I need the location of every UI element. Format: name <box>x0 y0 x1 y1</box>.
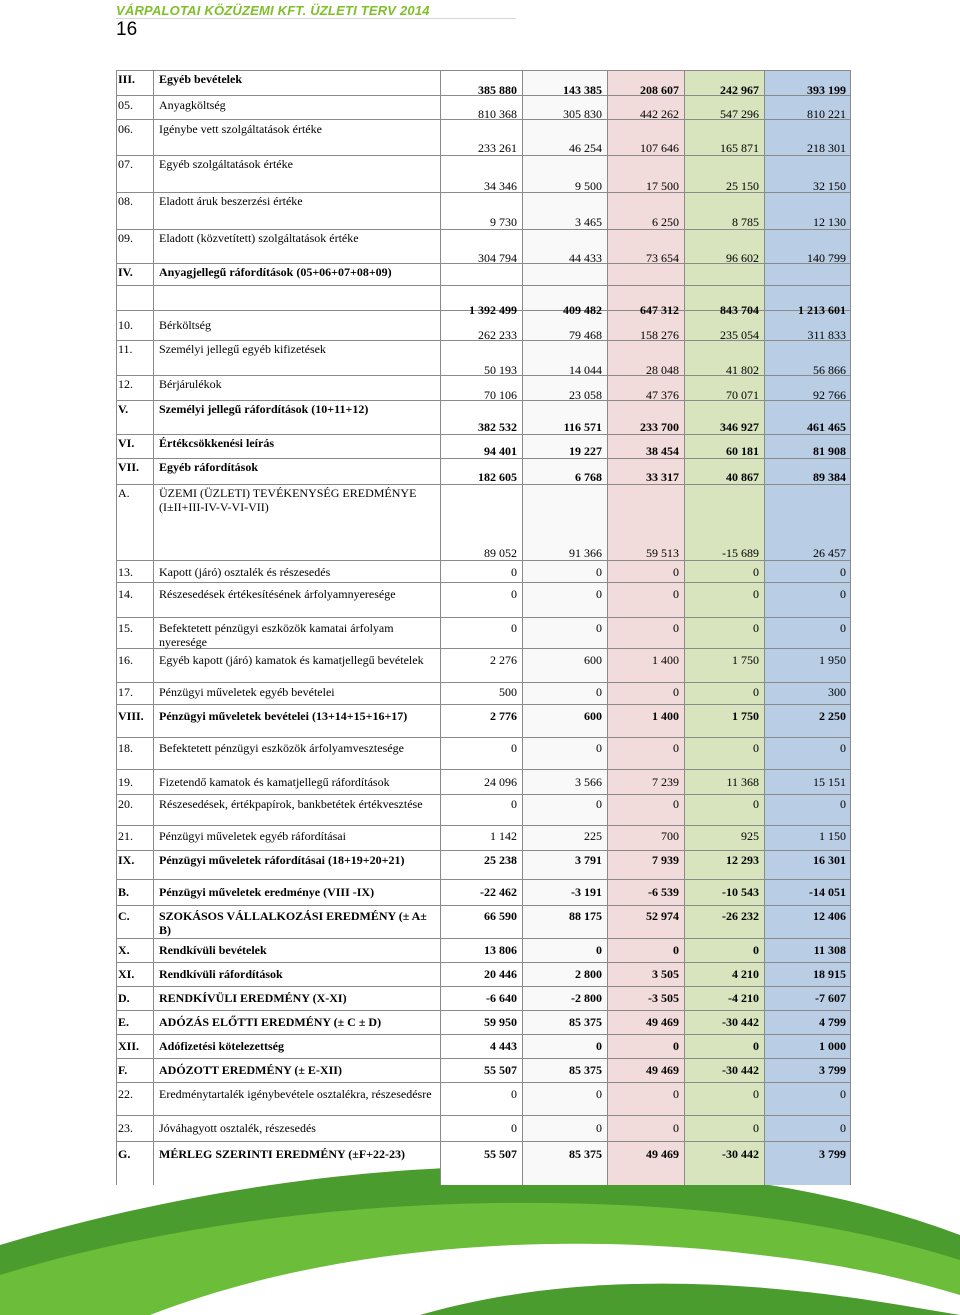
row-code: III. <box>118 72 136 86</box>
row-label: Pénzügyi műveletek bevételei (13+14+15+16+17) <box>159 709 408 723</box>
row-label: Jóváhagyott osztalék, részesedés <box>159 1121 316 1135</box>
row-code: 18. <box>118 741 133 755</box>
value-cell: 2 250 <box>819 709 846 723</box>
value-cell: 0 <box>596 587 602 601</box>
row-code: VII. <box>118 460 140 474</box>
row-code: 09. <box>118 231 133 245</box>
value-cell: 393 199 <box>807 83 846 97</box>
value-cell: 0 <box>673 943 679 957</box>
value-cell: 0 <box>753 741 759 755</box>
row-divider <box>116 1141 850 1142</box>
value-cell: 547 296 <box>720 107 759 121</box>
value-cell: 0 <box>753 1121 759 1135</box>
value-cell: 23 058 <box>569 388 602 402</box>
row-label: Egyéb szolgáltatások értéke <box>159 157 293 171</box>
value-cell: 0 <box>840 1121 846 1135</box>
row-code: 16. <box>118 653 133 667</box>
value-cell: 300 <box>828 685 846 699</box>
row-code: VIII. <box>118 709 144 723</box>
value-cell: 33 317 <box>646 470 679 484</box>
row-divider <box>116 704 850 705</box>
value-cell: 0 <box>840 587 846 601</box>
value-cell: 0 <box>511 797 517 811</box>
value-cell: 7 239 <box>652 775 679 789</box>
row-code: 07. <box>118 157 133 171</box>
value-cell: 59 950 <box>484 1015 517 1029</box>
value-cell: 1 213 601 <box>798 303 846 317</box>
value-cell: 0 <box>840 1087 846 1101</box>
table-divider <box>440 70 441 1185</box>
value-cell: 40 867 <box>726 470 759 484</box>
value-cell: 0 <box>596 741 602 755</box>
value-cell: 225 <box>584 829 602 843</box>
value-cell: 0 <box>511 1087 517 1101</box>
value-cell: 92 766 <box>813 388 846 402</box>
row-label: Adófizetési kötelezettség <box>159 1039 284 1053</box>
row-label: Eladott áruk beszerzési értéke <box>159 194 303 208</box>
value-cell: 1 400 <box>652 653 679 667</box>
row-label: Bérjárulékok <box>159 377 222 391</box>
value-cell: -10 543 <box>722 885 759 899</box>
row-label: SZOKÁSOS VÁLLALKOZÁSI EREDMÉNY (± A± B) <box>159 909 427 937</box>
value-cell: 3 566 <box>575 775 602 789</box>
row-divider <box>116 794 850 795</box>
row-code: 20. <box>118 797 133 811</box>
value-cell: 442 262 <box>640 107 679 121</box>
value-cell: 143 385 <box>563 83 602 97</box>
value-cell: 0 <box>511 565 517 579</box>
document-header-title: VÁRPALOTAI KÖZÜZEMI KFT. ÜZLETI TERV 2014 <box>116 3 430 18</box>
value-cell: -30 442 <box>722 1063 759 1077</box>
value-cell: 70 106 <box>484 388 517 402</box>
row-code: V. <box>118 402 129 416</box>
value-cell: 0 <box>596 565 602 579</box>
value-cell: 49 469 <box>646 1015 679 1029</box>
row-label: Kapott (járó) osztalék és részesedés <box>159 565 331 579</box>
value-cell: 116 571 <box>563 420 602 434</box>
value-cell: 0 <box>511 587 517 601</box>
row-label: Igénybe vett szolgáltatások értéke <box>159 122 322 136</box>
row-divider <box>116 879 850 880</box>
row-code: 23. <box>118 1121 133 1135</box>
value-cell: 3 791 <box>575 853 602 867</box>
value-cell: 810 221 <box>807 107 846 121</box>
value-cell: 0 <box>596 621 602 635</box>
row-divider <box>116 905 850 906</box>
table-divider <box>522 70 523 1185</box>
row-divider <box>116 155 850 156</box>
value-cell: 158 276 <box>640 328 679 342</box>
value-cell: 107 646 <box>640 141 679 155</box>
value-cell: 19 227 <box>569 444 602 458</box>
value-cell: 89 384 <box>813 470 846 484</box>
value-cell: 32 150 <box>813 179 846 193</box>
value-cell: 13 806 <box>484 943 517 957</box>
value-cell: 85 375 <box>569 1015 602 1029</box>
value-cell: 0 <box>673 621 679 635</box>
value-cell: 0 <box>753 565 759 579</box>
value-cell: 647 312 <box>640 303 679 317</box>
value-cell: 165 871 <box>720 141 759 155</box>
value-cell: 44 433 <box>569 251 602 265</box>
row-label: Személyi jellegű egyéb kifizetések <box>159 342 326 356</box>
value-cell: 8 785 <box>732 215 759 229</box>
row-code: 21. <box>118 829 133 843</box>
value-cell: 9 730 <box>490 215 517 229</box>
value-cell: 1 950 <box>819 653 846 667</box>
row-code: 12. <box>118 377 133 391</box>
value-cell: 47 376 <box>646 388 679 402</box>
row-code: F. <box>118 1063 128 1077</box>
table-divider <box>153 70 154 1185</box>
row-divider <box>116 769 850 770</box>
value-cell: 0 <box>673 685 679 699</box>
row-code: 17. <box>118 685 133 699</box>
value-cell: 3 799 <box>819 1063 846 1077</box>
value-cell: 3 465 <box>575 215 602 229</box>
value-cell: 0 <box>511 621 517 635</box>
value-cell: 0 <box>596 1121 602 1135</box>
row-divider <box>116 1115 850 1116</box>
row-divider <box>116 1010 850 1011</box>
value-cell: -26 232 <box>722 909 759 923</box>
value-cell: 0 <box>673 587 679 601</box>
value-cell: 2 776 <box>490 709 517 723</box>
value-cell: 0 <box>673 741 679 755</box>
value-cell: 140 799 <box>807 251 846 265</box>
value-cell: 38 454 <box>646 444 679 458</box>
value-cell: 49 469 <box>646 1063 679 1077</box>
row-divider <box>116 285 850 286</box>
value-cell: 1 142 <box>490 829 517 843</box>
value-cell: 600 <box>584 709 602 723</box>
value-cell: 0 <box>753 943 759 957</box>
value-cell: 1 000 <box>819 1039 846 1053</box>
value-cell: 0 <box>596 1087 602 1101</box>
row-code: XII. <box>118 1039 140 1053</box>
row-label: Egyéb kapott (járó) kamatok és kamatjellegű bevételek <box>159 653 424 667</box>
value-cell: 0 <box>511 1121 517 1135</box>
row-code: G. <box>118 1147 131 1161</box>
value-cell: 0 <box>511 741 517 755</box>
row-label: Fizetendő kamatok és kamatjellegű ráfordítások <box>159 775 390 789</box>
row-label: Befektetett pénzügyi eszközök árfolyamvesztesége <box>159 741 404 755</box>
row-label: Pénzügyi műveletek ráfordításai (18+19+20+21) <box>159 853 405 867</box>
value-cell: 7 939 <box>652 853 679 867</box>
value-cell: 2 276 <box>490 653 517 667</box>
value-cell: 304 794 <box>478 251 517 265</box>
row-divider <box>116 229 850 230</box>
row-label: Pénzügyi műveletek egyéb bevételei <box>159 685 335 699</box>
value-cell: 66 590 <box>484 909 517 923</box>
value-cell: 20 446 <box>484 967 517 981</box>
row-code: A. <box>118 486 130 500</box>
value-cell: 0 <box>840 741 846 755</box>
value-cell: 56 866 <box>813 363 846 377</box>
value-cell: 12 130 <box>813 215 846 229</box>
value-cell: 233 700 <box>640 420 679 434</box>
value-cell: 382 532 <box>478 420 517 434</box>
value-cell: 50 193 <box>484 363 517 377</box>
value-cell: 385 880 <box>478 83 517 97</box>
row-code: X. <box>118 943 130 957</box>
value-cell: 3 505 <box>652 967 679 981</box>
value-cell: 28 048 <box>646 363 679 377</box>
value-cell: 34 346 <box>484 179 517 193</box>
value-cell: 24 096 <box>484 775 517 789</box>
row-code: IV. <box>118 265 133 279</box>
row-divider <box>116 986 850 987</box>
value-cell: 0 <box>673 1039 679 1053</box>
row-divider <box>116 458 850 459</box>
value-cell: 12 293 <box>726 853 759 867</box>
value-cell: 0 <box>596 943 602 957</box>
row-code: 10. <box>118 318 133 332</box>
value-cell: 59 513 <box>646 546 679 560</box>
value-cell: 94 401 <box>484 444 517 458</box>
value-cell: 2 800 <box>575 967 602 981</box>
value-cell: 346 927 <box>720 420 759 434</box>
value-cell: 409 482 <box>563 303 602 317</box>
value-cell: 0 <box>673 565 679 579</box>
value-cell: 15 151 <box>813 775 846 789</box>
value-cell: 6 768 <box>575 470 602 484</box>
value-cell: 305 830 <box>563 107 602 121</box>
row-label: Rendkívüli bevételek <box>159 943 267 957</box>
value-cell: 55 507 <box>484 1063 517 1077</box>
value-cell: 55 507 <box>484 1147 517 1161</box>
row-divider <box>116 938 850 939</box>
value-cell: 0 <box>753 1087 759 1101</box>
value-cell: -22 462 <box>480 885 517 899</box>
row-code: 14. <box>118 587 133 601</box>
value-cell: 500 <box>499 685 517 699</box>
value-cell: 208 607 <box>640 83 679 97</box>
value-cell: 810 368 <box>478 107 517 121</box>
value-cell: 11 308 <box>813 943 846 957</box>
row-divider <box>116 484 850 485</box>
row-label: Pénzügyi műveletek egyéb ráfordításai <box>159 829 346 843</box>
value-cell: 0 <box>753 797 759 811</box>
row-divider <box>116 582 850 583</box>
row-label: ADÓZÁS ELŐTTI EREDMÉNY (± C ± D) <box>159 1015 382 1029</box>
value-cell: -7 607 <box>815 991 846 1005</box>
value-cell: 461 465 <box>807 420 846 434</box>
value-cell: 1 392 499 <box>469 303 517 317</box>
row-divider <box>116 737 850 738</box>
header-rule <box>116 18 516 19</box>
value-cell: 81 908 <box>813 444 846 458</box>
row-label: Egyéb bevételek <box>159 72 242 86</box>
row-label: Értékcsökkenési leírás <box>159 436 274 450</box>
value-cell: 1 750 <box>732 709 759 723</box>
row-code: 15. <box>118 621 133 635</box>
row-code: 05. <box>118 98 133 112</box>
value-cell: 1 750 <box>732 653 759 667</box>
value-cell: 182 605 <box>478 470 517 484</box>
value-cell: -2 800 <box>571 991 602 1005</box>
value-cell: 46 254 <box>569 141 602 155</box>
value-cell: -6 539 <box>648 885 679 899</box>
value-cell: 0 <box>753 1039 759 1053</box>
value-cell: 96 602 <box>726 251 759 265</box>
value-cell: 49 469 <box>646 1147 679 1161</box>
row-code: E. <box>118 1015 130 1029</box>
value-cell: -3 191 <box>571 885 602 899</box>
row-divider <box>116 850 850 851</box>
value-cell: 0 <box>596 685 602 699</box>
row-divider <box>116 434 850 435</box>
value-cell: 1 150 <box>819 829 846 843</box>
page-number: 16 <box>116 19 138 40</box>
row-divider <box>116 1082 850 1083</box>
row-code: 11. <box>118 342 133 356</box>
row-code: IX. <box>118 853 135 867</box>
value-cell: 0 <box>673 1087 679 1101</box>
row-label: ADÓZOTT EREDMÉNY (± E-XII) <box>159 1063 342 1077</box>
value-cell: -15 689 <box>722 546 759 560</box>
row-code: VI. <box>118 436 135 450</box>
row-label: Személyi jellegű ráfordítások (10+11+12) <box>159 402 369 416</box>
value-cell: 17 500 <box>646 179 679 193</box>
row-label: Egyéb ráfordítások <box>159 460 258 474</box>
row-label: ÜZEMI (ÜZLETI) TEVÉKENYSÉG EREDMÉNYE (I±II+III-IV-V-VI-VII) <box>159 486 417 514</box>
row-divider <box>116 560 850 561</box>
value-cell: 233 261 <box>478 141 517 155</box>
value-cell: 600 <box>584 653 602 667</box>
row-code: D. <box>118 991 130 1005</box>
row-code: C. <box>118 909 130 923</box>
value-cell: -3 505 <box>648 991 679 1005</box>
row-label: Anyagköltség <box>159 98 226 112</box>
value-cell: 91 366 <box>569 546 602 560</box>
value-cell: 14 044 <box>569 363 602 377</box>
row-label: Bérköltség <box>159 318 211 332</box>
value-cell: 3 799 <box>819 1147 846 1161</box>
value-cell: 88 175 <box>569 909 602 923</box>
row-divider <box>116 1034 850 1035</box>
row-label: RENDKÍVÜLI EREDMÉNY (X-XI) <box>159 991 347 1005</box>
value-cell: 12 406 <box>813 909 846 923</box>
value-cell: 218 301 <box>807 141 846 155</box>
row-label: Anyagjellegű ráfordítások (05+06+07+08+09) <box>159 265 392 279</box>
row-code: 19. <box>118 775 133 789</box>
value-cell: 70 071 <box>726 388 759 402</box>
value-cell: -6 640 <box>486 991 517 1005</box>
row-code: 22. <box>118 1087 133 1101</box>
value-cell: 18 915 <box>813 967 846 981</box>
value-cell: 85 375 <box>569 1147 602 1161</box>
value-cell: 60 181 <box>726 444 759 458</box>
value-cell: 0 <box>753 587 759 601</box>
value-cell: 0 <box>753 621 759 635</box>
value-cell: 0 <box>840 797 846 811</box>
value-cell: 235 054 <box>720 328 759 342</box>
value-cell: 25 238 <box>484 853 517 867</box>
value-cell: 0 <box>596 797 602 811</box>
table-divider <box>684 70 685 1185</box>
row-code: B. <box>118 885 130 899</box>
row-code: 06. <box>118 122 133 136</box>
value-cell: -14 051 <box>809 885 846 899</box>
row-divider <box>116 682 850 683</box>
value-cell: 41 802 <box>726 363 759 377</box>
value-cell: 0 <box>840 565 846 579</box>
value-cell: 242 967 <box>720 83 759 97</box>
value-cell: 4 443 <box>490 1039 517 1053</box>
row-divider <box>116 617 850 618</box>
value-cell: 85 375 <box>569 1063 602 1077</box>
value-cell: 4 799 <box>819 1015 846 1029</box>
row-label: Pénzügyi műveletek eredménye (VIII -IX) <box>159 885 375 899</box>
value-cell: 843 704 <box>720 303 759 317</box>
row-label: Eladott (közvetített) szolgáltatások értéke <box>159 231 359 245</box>
value-cell: 4 210 <box>732 967 759 981</box>
value-cell: 0 <box>753 685 759 699</box>
row-label: Részesedések, értékpapírok, bankbetétek értékvesztése <box>159 797 423 811</box>
value-cell: -30 442 <box>722 1147 759 1161</box>
value-cell: 9 500 <box>575 179 602 193</box>
value-cell: 89 052 <box>484 546 517 560</box>
value-cell: 0 <box>840 621 846 635</box>
row-label: Befektetett pénzügyi eszközök kamatai árfolyam nyeresége <box>159 621 394 649</box>
row-code: XI. <box>118 967 135 981</box>
row-divider <box>116 962 850 963</box>
row-code: 13. <box>118 565 133 579</box>
table-divider <box>764 70 765 1185</box>
value-cell: 925 <box>741 829 759 843</box>
value-cell: 16 301 <box>813 853 846 867</box>
value-cell: 11 368 <box>726 775 759 789</box>
row-label: Rendkívüli ráfordítások <box>159 967 283 981</box>
value-cell: -4 210 <box>728 991 759 1005</box>
row-label: Részesedések értékesítésének árfolyamnyeresége <box>159 587 396 601</box>
value-cell: 79 468 <box>569 328 602 342</box>
value-cell: 52 974 <box>646 909 679 923</box>
row-divider <box>116 825 850 826</box>
value-cell: 700 <box>661 829 679 843</box>
value-cell: 26 457 <box>813 546 846 560</box>
value-cell: 262 233 <box>478 328 517 342</box>
value-cell: 25 150 <box>726 179 759 193</box>
value-cell: 6 250 <box>652 215 679 229</box>
value-cell: 311 833 <box>807 328 846 342</box>
row-divider <box>116 1058 850 1059</box>
value-cell: 0 <box>673 797 679 811</box>
value-cell: 1 400 <box>652 709 679 723</box>
row-code: 08. <box>118 194 133 208</box>
row-divider <box>116 70 850 71</box>
table-border-left <box>116 70 117 1185</box>
row-label: Eredménytartalék igénybevétele osztalékra, részesedésre <box>159 1087 432 1101</box>
table-border-right <box>850 70 851 1185</box>
value-cell: 73 654 <box>646 251 679 265</box>
row-label: MÉRLEG SZERINTI EREDMÉNY (±F+22-23) <box>159 1147 405 1161</box>
value-cell: 0 <box>673 1121 679 1135</box>
table-divider <box>607 70 608 1185</box>
value-cell: 0 <box>596 1039 602 1053</box>
value-cell: -30 442 <box>722 1015 759 1029</box>
